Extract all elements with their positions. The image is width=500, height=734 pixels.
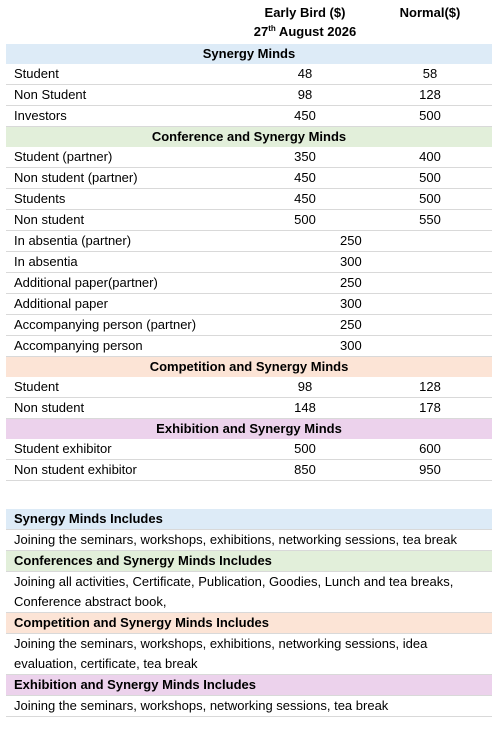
table-row xyxy=(6,168,492,189)
normal-price: 400 xyxy=(368,147,492,168)
row-label: Students xyxy=(6,189,242,210)
early-price: 850 xyxy=(242,460,368,481)
includes-header-conference: Conferences and Synergy Minds Includes xyxy=(6,551,492,572)
section-header-synergy-minds: Synergy Minds xyxy=(6,44,492,64)
row-label: Non student xyxy=(6,398,242,419)
row-label: Accompanying person xyxy=(6,336,242,357)
row-label: Student exhibitor xyxy=(6,439,242,460)
row-label: Non student (partner) xyxy=(6,168,242,189)
table-row xyxy=(6,252,492,273)
flat-price: 300 xyxy=(242,336,492,357)
table-row xyxy=(6,460,492,481)
table-row xyxy=(6,398,492,419)
section-header-conference: Conference and Synergy Minds xyxy=(6,127,492,148)
flat-price: 250 xyxy=(242,231,492,252)
table-row xyxy=(6,106,492,127)
section-header-exhibition: Exhibition and Synergy Minds xyxy=(6,419,492,440)
flat-price: 300 xyxy=(242,294,492,315)
header-row xyxy=(6,3,492,44)
normal-price: 58 xyxy=(368,64,492,85)
early-price: 98 xyxy=(242,377,368,398)
early-price: 98 xyxy=(242,85,368,106)
header-normal: Normal($) xyxy=(399,5,461,20)
normal-price: 600 xyxy=(368,439,492,460)
row-label: Student (partner) xyxy=(6,147,242,168)
early-price: 48 xyxy=(242,64,368,85)
early-price: 450 xyxy=(242,106,368,127)
row-label: Non student xyxy=(6,210,242,231)
table-row xyxy=(6,231,492,252)
table-row xyxy=(6,189,492,210)
row-label: Student xyxy=(6,64,242,85)
normal-price: 500 xyxy=(368,168,492,189)
row-label: Investors xyxy=(6,106,242,127)
row-label: Non student exhibitor xyxy=(6,460,242,481)
table-row xyxy=(6,315,492,336)
row-label: Additional paper xyxy=(6,294,242,315)
normal-price: 550 xyxy=(368,210,492,231)
row-label: Additional paper(partner) xyxy=(6,273,242,294)
early-price: 450 xyxy=(242,189,368,210)
flat-price: 300 xyxy=(242,252,492,273)
includes-header-synergy-minds: Synergy Minds Includes xyxy=(6,509,492,530)
flat-price: 250 xyxy=(242,273,492,294)
flat-price: 250 xyxy=(242,315,492,336)
row-label: Accompanying person (partner) xyxy=(6,315,242,336)
early-price: 450 xyxy=(242,168,368,189)
table-row xyxy=(6,147,492,168)
row-label: In absentia (partner) xyxy=(6,231,242,252)
early-price: 350 xyxy=(242,147,368,168)
row-label: Student xyxy=(6,377,242,398)
normal-price: 178 xyxy=(368,398,492,419)
includes-text: Joining the seminars, workshops, exhibitions, networking sessions, tea break xyxy=(6,530,492,551)
row-label: Non Student xyxy=(6,85,242,106)
normal-price: 500 xyxy=(368,106,492,127)
table-row xyxy=(6,294,492,315)
includes-text: Joining the seminars, workshops, exhibitions, networking sessions, idea evaluation, certificate, tea break xyxy=(6,634,492,675)
includes-header-competition: Competition and Synergy Minds Includes xyxy=(6,613,492,634)
normal-price: 128 xyxy=(368,377,492,398)
section-header-competition: Competition and Synergy Minds xyxy=(6,357,492,378)
table-row xyxy=(6,273,492,294)
includes-header-exhibition: Exhibition and Synergy Minds Includes xyxy=(6,675,492,696)
normal-price: 950 xyxy=(368,460,492,481)
table-row xyxy=(6,439,492,460)
pricing-table xyxy=(6,3,492,481)
header-early-bird: Early Bird ($) 27th August 2026 xyxy=(242,3,368,44)
table-row xyxy=(6,377,492,398)
table-row xyxy=(6,336,492,357)
normal-price: 128 xyxy=(368,85,492,106)
row-label: In absentia xyxy=(6,252,242,273)
table-row xyxy=(6,64,492,85)
header-blank xyxy=(6,3,242,44)
early-bird-date: 27th August 2026 xyxy=(253,24,357,39)
includes-text: Joining all activities, Certificate, Publication, Goodies, Lunch and tea breaks, Conference abstract book, xyxy=(6,572,492,613)
early-price: 500 xyxy=(242,210,368,231)
includes-text: Joining the seminars, workshops, networking sessions, tea break xyxy=(6,696,492,717)
includes-table xyxy=(6,509,492,717)
early-price: 500 xyxy=(242,439,368,460)
table-row xyxy=(6,85,492,106)
normal-price: 500 xyxy=(368,189,492,210)
table-row xyxy=(6,210,492,231)
early-price: 148 xyxy=(242,398,368,419)
